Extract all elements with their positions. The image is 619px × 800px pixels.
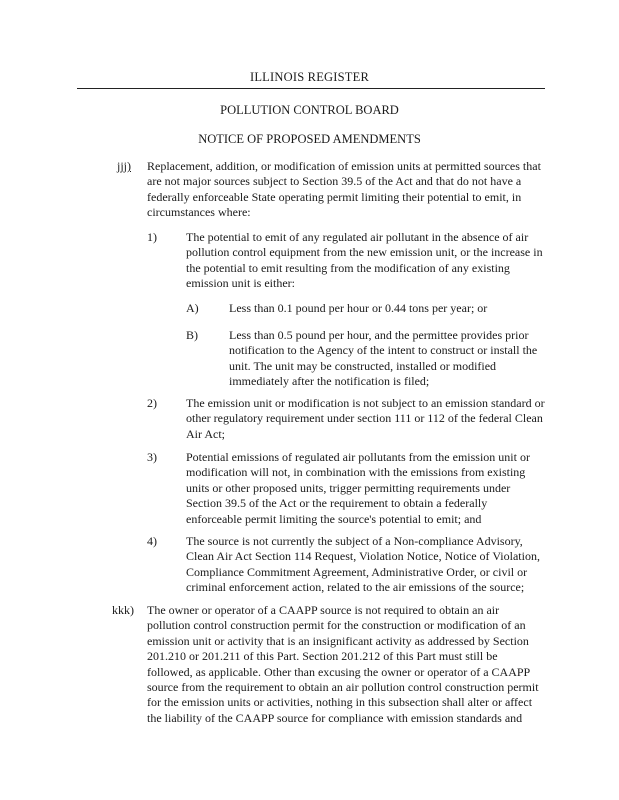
- subitem-label-a: A): [186, 301, 199, 315]
- item-label-3: 3): [147, 450, 157, 464]
- notice-title: NOTICE OF PROPOSED AMENDMENTS: [198, 132, 421, 146]
- item-text-4: The source is not currently the subject of a Non-compliance Advisory, Clean Air Act Section 114 Request, Violation Notice, Notice of Violation, Compliance Commitment Agreement, Administrative Order, or civil or criminal enforcement action, related to the air emissions of the source;: [186, 534, 540, 595]
- item-text-2: The emission unit or modification is not subject to an emission standard or other regulatory requirement under section 111 or 112 of the federal Clean Air Act;: [186, 396, 545, 441]
- section-text-jjj: Replacement, addition, or modification of emission units at permitted sources that are not major sources subject to Section 39.5 of the Act and that do not have a federally enforceable State operating permit limiting their potential to emit, in circumstances where:: [147, 159, 541, 220]
- board-title: POLLUTION CONTROL BOARD: [220, 103, 399, 117]
- subitem-text-a: Less than 0.1 pound per hour or 0.44 tons per year; or: [229, 301, 488, 315]
- item-label-2: 2): [147, 396, 157, 410]
- subitem-label-b: B): [186, 328, 198, 342]
- item-text-1: The potential to emit of any regulated air pollutant in the absence of air pollution control equipment from the new emission unit, or the increase in the potential to emit resulting from the modification of any existing emission unit is either:: [186, 230, 543, 291]
- subitem-text-b: Less than 0.5 pound per hour, and the permittee provides prior notification to the Agency of the intent to construct or install the unit. The unit may be constructed, installed or modified immediately after the notification is filed;: [229, 328, 538, 389]
- item-label-4: 4): [147, 534, 157, 548]
- item-label-1: 1): [147, 230, 157, 244]
- register-header: ILLINOIS REGISTER: [249, 70, 369, 84]
- section-text-kkk: The owner or operator of a CAAPP source is not required to obtain an air pollution control construction permit for the construction or modification of an emission unit or activity that is an insignificant activity as addressed by Section 201.210 or 201.211 of this Part. Section 201.212 of this Part must still be followed, as applicable. Other than excusing the owner or operator of a CAAPP source from the requirement to obtain an air pollution control construction permit for the emission units or activities, nothing in this subsection shall alter or affect the liability of the CAAPP source for compliance with emission standards and: [147, 603, 539, 725]
- section-label-jjj: jjj): [117, 159, 131, 173]
- section-label-kkk: kkk): [112, 603, 134, 617]
- header-rule: [77, 88, 545, 89]
- item-text-3: Potential emissions of regulated air pollutants from the emission unit or modification will not, in combination with the emissions from existing units or other proposed units, trigger permitting requirements under Section 39.5 of the Act or the requirement to obtain a federally enforceable permit limiting the source's potential to emit; and: [186, 450, 530, 526]
